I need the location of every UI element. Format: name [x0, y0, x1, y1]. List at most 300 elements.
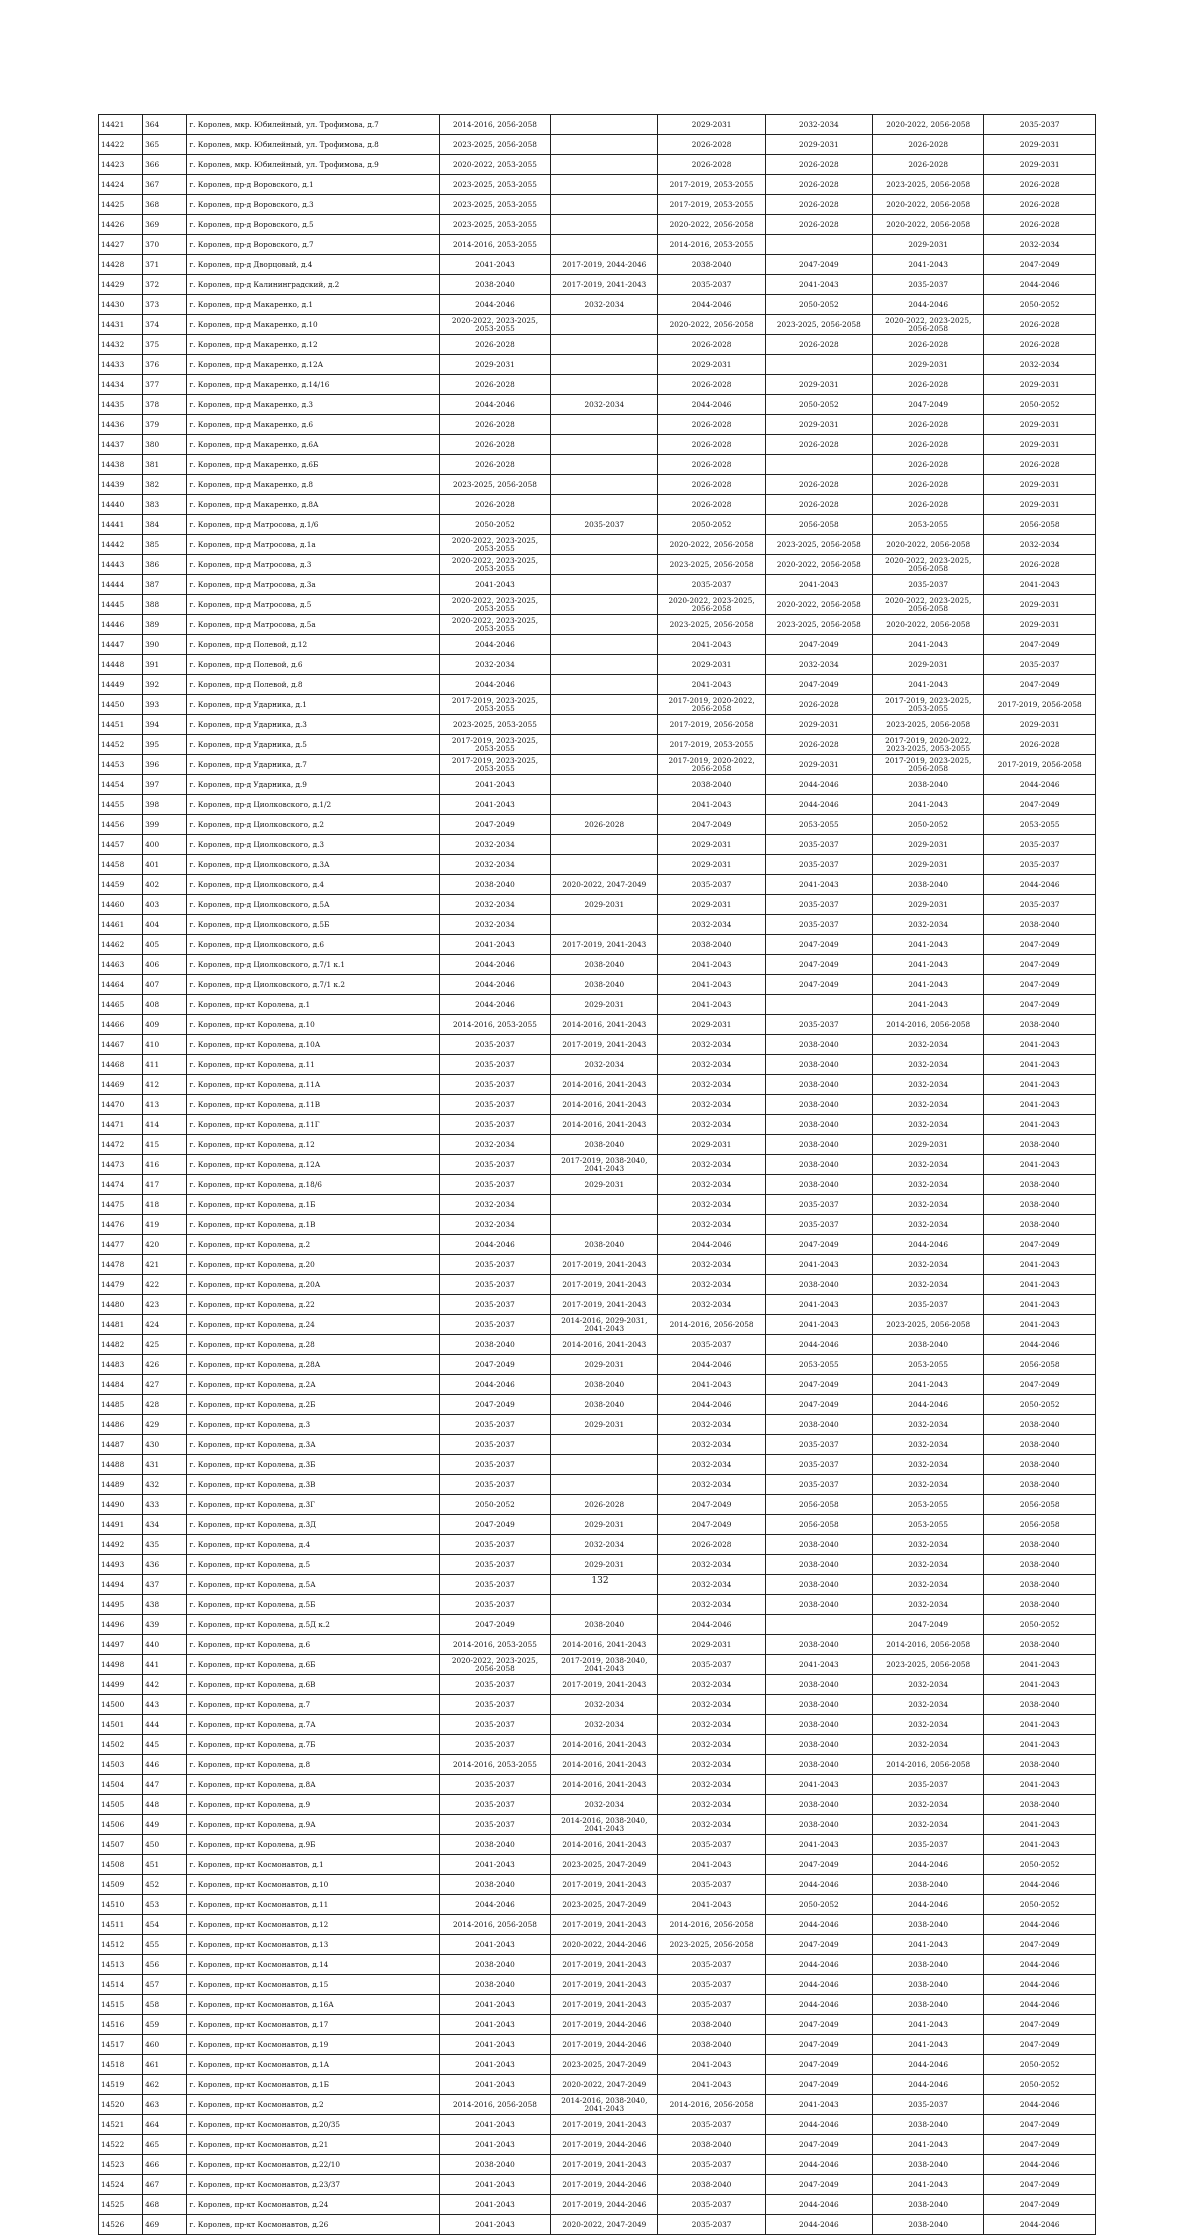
- period-f-cell: 2038-2040: [984, 1195, 1096, 1215]
- period-d-cell: 2044-2046: [765, 2215, 872, 2235]
- record-number-cell: 14442: [99, 535, 143, 555]
- period-b-cell: [551, 235, 658, 255]
- period-e-cell: 2041-2043: [872, 955, 983, 975]
- record-number-cell: 14485: [99, 1395, 143, 1415]
- period-b-cell: 2038-2040: [551, 955, 658, 975]
- address-cell: г. Королев, пр-кт Королева, д.1: [187, 995, 439, 1015]
- period-b-cell: [551, 595, 658, 615]
- table-row: [99, 615, 1096, 635]
- period-d-cell: 2047-2049: [765, 1395, 872, 1415]
- period-a-cell: 2038-2040: [439, 1975, 550, 1995]
- period-c-cell: 2017-2019, 2056-2058: [658, 715, 765, 735]
- item-number-cell: 427: [143, 1375, 187, 1395]
- address-cell: г. Королев, пр-кт Королева, д.8А: [187, 1775, 439, 1795]
- address-cell: г. Королев, пр-кт Космонавтов, д.1: [187, 1855, 439, 1875]
- period-b-cell: [551, 715, 658, 735]
- period-b-cell: [551, 835, 658, 855]
- period-a-cell: 2020-2022, 2023-2025, 2053-2055: [439, 535, 550, 555]
- period-a-cell: 2035-2037: [439, 1095, 550, 1115]
- period-e-cell: 2032-2034: [872, 1695, 983, 1715]
- period-f-cell: 2017-2019, 2056-2058: [984, 755, 1096, 775]
- period-f-cell: 2044-2046: [984, 775, 1096, 795]
- period-a-cell: 2044-2046: [439, 955, 550, 975]
- period-b-cell: 2014-2016, 2041-2043: [551, 1835, 658, 1855]
- address-cell: г. Королев, пр-д Полевой, д.8: [187, 675, 439, 695]
- period-a-cell: 2038-2040: [439, 875, 550, 895]
- record-number-cell: 14459: [99, 875, 143, 895]
- period-d-cell: 2041-2043: [765, 1835, 872, 1855]
- period-a-cell: 2035-2037: [439, 1535, 550, 1555]
- address-cell: г. Королев, пр-кт Королева, д.3Б: [187, 1455, 439, 1475]
- period-f-cell: 2026-2028: [984, 175, 1096, 195]
- period-b-cell: 2014-2016, 2041-2043: [551, 1735, 658, 1755]
- period-e-cell: 2041-2043: [872, 675, 983, 695]
- period-f-cell: 2038-2040: [984, 1435, 1096, 1455]
- period-b-cell: 2017-2019, 2044-2046: [551, 2195, 658, 2215]
- period-b-cell: 2017-2019, 2041-2043: [551, 1995, 658, 2015]
- period-d-cell: 2023-2025, 2056-2058: [765, 615, 872, 635]
- period-f-cell: 2047-2049: [984, 935, 1096, 955]
- table-row: [99, 2055, 1096, 2075]
- record-number-cell: 14513: [99, 1955, 143, 1975]
- period-a-cell: 2023-2025, 2053-2055: [439, 175, 550, 195]
- item-number-cell: 372: [143, 275, 187, 295]
- period-a-cell: 2050-2052: [439, 515, 550, 535]
- address-cell: г. Королев, пр-д Матросова, д.3: [187, 555, 439, 575]
- address-cell: г. Королев, пр-кт Королева, д.1Б: [187, 1195, 439, 1215]
- period-d-cell: 2023-2025, 2056-2058: [765, 535, 872, 555]
- table-row: [99, 1935, 1096, 1955]
- period-a-cell: 2020-2022, 2023-2025, 2053-2055: [439, 315, 550, 335]
- period-f-cell: 2047-2049: [984, 2015, 1096, 2035]
- period-c-cell: 2041-2043: [658, 2055, 765, 2075]
- period-f-cell: 2056-2058: [984, 1355, 1096, 1375]
- item-number-cell: 382: [143, 475, 187, 495]
- period-c-cell: 2023-2025, 2056-2058: [658, 555, 765, 575]
- item-number-cell: 413: [143, 1095, 187, 1115]
- record-number-cell: 14432: [99, 335, 143, 355]
- record-number-cell: 14433: [99, 355, 143, 375]
- period-c-cell: 2032-2034: [658, 1775, 765, 1795]
- period-e-cell: 2020-2022, 2056-2058: [872, 615, 983, 635]
- address-cell: г. Королев, пр-кт Космонавтов, д.14: [187, 1955, 439, 1975]
- item-number-cell: 378: [143, 395, 187, 415]
- table-row: [99, 1475, 1096, 1495]
- address-cell: г. Королев, пр-кт Королева, д.22: [187, 1295, 439, 1315]
- period-e-cell: 2014-2016, 2056-2058: [872, 1635, 983, 1655]
- period-d-cell: 2047-2049: [765, 2055, 872, 2075]
- period-e-cell: 2050-2052: [872, 815, 983, 835]
- period-b-cell: 2017-2019, 2041-2043: [551, 1955, 658, 1975]
- period-b-cell: 2026-2028: [551, 1495, 658, 1515]
- address-cell: г. Королев, пр-д Циолковского, д.2: [187, 815, 439, 835]
- item-number-cell: 448: [143, 1795, 187, 1815]
- period-f-cell: 2047-2049: [984, 2035, 1096, 2055]
- period-b-cell: [551, 455, 658, 475]
- period-b-cell: 2032-2034: [551, 1715, 658, 1735]
- period-a-cell: 2032-2034: [439, 1135, 550, 1155]
- period-f-cell: 2047-2049: [984, 2175, 1096, 2195]
- period-e-cell: 2041-2043: [872, 795, 983, 815]
- period-d-cell: 2047-2049: [765, 2015, 872, 2035]
- record-number-cell: 14525: [99, 2195, 143, 2215]
- period-d-cell: 2044-2046: [765, 795, 872, 815]
- table-row: [99, 235, 1096, 255]
- period-f-cell: 2041-2043: [984, 1095, 1096, 1115]
- address-cell: г. Королев, пр-д Макаренко, д.14/16: [187, 375, 439, 395]
- period-d-cell: 2038-2040: [765, 1275, 872, 1295]
- table-row: [99, 2135, 1096, 2155]
- period-b-cell: 2032-2034: [551, 395, 658, 415]
- period-f-cell: 2047-2049: [984, 2135, 1096, 2155]
- period-e-cell: 2044-2046: [872, 1395, 983, 1415]
- period-d-cell: 2026-2028: [765, 195, 872, 215]
- period-d-cell: 2035-2037: [765, 835, 872, 855]
- period-b-cell: 2017-2019, 2041-2043: [551, 275, 658, 295]
- record-number-cell: 14480: [99, 1295, 143, 1315]
- period-f-cell: 2029-2031: [984, 495, 1096, 515]
- record-number-cell: 14517: [99, 2035, 143, 2055]
- address-cell: г. Королев, пр-кт Королева, д.3Д: [187, 1515, 439, 1535]
- period-a-cell: 2029-2031: [439, 355, 550, 375]
- period-f-cell: 2050-2052: [984, 2055, 1096, 2075]
- period-f-cell: 2041-2043: [984, 1775, 1096, 1795]
- period-e-cell: 2029-2031: [872, 895, 983, 915]
- record-number-cell: 14482: [99, 1335, 143, 1355]
- period-d-cell: 2026-2028: [765, 155, 872, 175]
- period-c-cell: 2032-2034: [658, 1755, 765, 1775]
- address-cell: г. Королев, пр-кт Космонавтов, д.24: [187, 2195, 439, 2215]
- period-a-cell: 2035-2037: [439, 1455, 550, 1475]
- period-a-cell: 2032-2034: [439, 655, 550, 675]
- table-row: [99, 1875, 1096, 1895]
- period-b-cell: [551, 355, 658, 375]
- item-number-cell: 452: [143, 1875, 187, 1895]
- period-b-cell: 2038-2040: [551, 975, 658, 995]
- record-number-cell: 14431: [99, 315, 143, 335]
- period-e-cell: 2053-2055: [872, 1355, 983, 1375]
- address-cell: г. Королев, мкр. Юбилейный, ул. Трофимова, д.9: [187, 155, 439, 175]
- item-number-cell: 397: [143, 775, 187, 795]
- period-e-cell: 2029-2031: [872, 355, 983, 375]
- item-number-cell: 424: [143, 1315, 187, 1335]
- period-d-cell: 2044-2046: [765, 1915, 872, 1935]
- period-a-cell: 2017-2019, 2023-2025, 2053-2055: [439, 695, 550, 715]
- period-e-cell: 2038-2040: [872, 1995, 983, 2015]
- period-e-cell: 2026-2028: [872, 475, 983, 495]
- period-a-cell: 2047-2049: [439, 1515, 550, 1535]
- table-row: [99, 675, 1096, 695]
- period-d-cell: 2029-2031: [765, 755, 872, 775]
- period-d-cell: 2047-2049: [765, 2135, 872, 2155]
- item-number-cell: 446: [143, 1755, 187, 1775]
- period-d-cell: 2041-2043: [765, 1315, 872, 1335]
- period-a-cell: 2041-2043: [439, 1935, 550, 1955]
- item-number-cell: 436: [143, 1555, 187, 1575]
- period-f-cell: 2026-2028: [984, 455, 1096, 475]
- table-row: [99, 775, 1096, 795]
- period-f-cell: 2029-2031: [984, 615, 1096, 635]
- item-number-cell: 441: [143, 1655, 187, 1675]
- table-row: [99, 215, 1096, 235]
- period-d-cell: 2047-2049: [765, 1855, 872, 1875]
- period-c-cell: 2032-2034: [658, 1475, 765, 1495]
- item-number-cell: 380: [143, 435, 187, 455]
- address-cell: г. Королев, пр-кт Космонавтов, д.10: [187, 1875, 439, 1895]
- period-c-cell: 2044-2046: [658, 1355, 765, 1375]
- period-f-cell: 2041-2043: [984, 1115, 1096, 1135]
- table-row: [99, 875, 1096, 895]
- period-f-cell: 2056-2058: [984, 1495, 1096, 1515]
- period-f-cell: 2026-2028: [984, 555, 1096, 575]
- table-row: [99, 1075, 1096, 1095]
- period-b-cell: [551, 675, 658, 695]
- period-e-cell: 2041-2043: [872, 635, 983, 655]
- period-c-cell: 2017-2019, 2053-2055: [658, 735, 765, 755]
- address-cell: г. Королев, пр-кт Королева, д.7А: [187, 1715, 439, 1735]
- table-row: [99, 415, 1096, 435]
- period-d-cell: 2047-2049: [765, 975, 872, 995]
- item-number-cell: 457: [143, 1975, 187, 1995]
- table-row: [99, 1095, 1096, 1115]
- record-number-cell: 14495: [99, 1595, 143, 1615]
- period-e-cell: 2017-2019, 2023-2025, 2053-2055: [872, 695, 983, 715]
- period-c-cell: 2032-2034: [658, 1255, 765, 1275]
- item-number-cell: 463: [143, 2095, 187, 2115]
- record-number-cell: 14426: [99, 215, 143, 235]
- period-b-cell: 2029-2031: [551, 895, 658, 915]
- address-cell: г. Королев, пр-кт Космонавтов, д.19: [187, 2035, 439, 2055]
- period-c-cell: 2044-2046: [658, 395, 765, 415]
- period-c-cell: 2038-2040: [658, 935, 765, 955]
- item-number-cell: 466: [143, 2155, 187, 2175]
- table-row: [99, 135, 1096, 155]
- address-cell: г. Королев, пр-д Ударника, д.3: [187, 715, 439, 735]
- item-number-cell: 404: [143, 915, 187, 935]
- record-number-cell: 14504: [99, 1775, 143, 1795]
- table-row: [99, 1595, 1096, 1615]
- address-cell: г. Королев, пр-кт Королева, д.9: [187, 1795, 439, 1815]
- period-a-cell: 2023-2025, 2053-2055: [439, 715, 550, 735]
- table-row: [99, 1675, 1096, 1695]
- record-number-cell: 14439: [99, 475, 143, 495]
- item-number-cell: 392: [143, 675, 187, 695]
- record-number-cell: 14473: [99, 1155, 143, 1175]
- address-cell: г. Королев, пр-д Циолковского, д.5Б: [187, 915, 439, 935]
- table-row: [99, 1855, 1096, 1875]
- period-f-cell: 2038-2040: [984, 1415, 1096, 1435]
- period-a-cell: 2035-2037: [439, 1175, 550, 1195]
- item-number-cell: 410: [143, 1035, 187, 1055]
- address-cell: г. Королев, пр-д Матросова, д.5а: [187, 615, 439, 635]
- period-c-cell: 2023-2025, 2056-2058: [658, 1935, 765, 1955]
- period-a-cell: 2032-2034: [439, 1195, 550, 1215]
- period-b-cell: [551, 855, 658, 875]
- record-number-cell: 14497: [99, 1635, 143, 1655]
- period-f-cell: 2050-2052: [984, 1855, 1096, 1875]
- period-c-cell: 2026-2028: [658, 335, 765, 355]
- period-f-cell: 2047-2049: [984, 1235, 1096, 1255]
- table-row: [99, 1435, 1096, 1455]
- period-f-cell: 2044-2046: [984, 2155, 1096, 2175]
- period-c-cell: 2032-2034: [658, 1415, 765, 1435]
- period-e-cell: 2041-2043: [872, 1375, 983, 1395]
- address-cell: г. Королев, пр-д Макаренко, д.8: [187, 475, 439, 495]
- period-a-cell: 2044-2046: [439, 635, 550, 655]
- period-d-cell: 2035-2037: [765, 1195, 872, 1215]
- item-number-cell: 439: [143, 1615, 187, 1635]
- period-e-cell: 2017-2019, 2020-2022, 2023-2025, 2053-2055: [872, 735, 983, 755]
- item-number-cell: 367: [143, 175, 187, 195]
- record-number-cell: 14522: [99, 2135, 143, 2155]
- period-e-cell: 2020-2022, 2056-2058: [872, 115, 983, 135]
- table-row: [99, 1515, 1096, 1535]
- housing-register-table: [98, 114, 1096, 2235]
- period-b-cell: 2023-2025, 2047-2049: [551, 1895, 658, 1915]
- record-number-cell: 14481: [99, 1315, 143, 1335]
- period-a-cell: 2032-2034: [439, 895, 550, 915]
- period-f-cell: 2029-2031: [984, 155, 1096, 175]
- period-b-cell: [551, 1195, 658, 1215]
- period-a-cell: 2035-2037: [439, 1035, 550, 1055]
- address-cell: г. Королев, пр-д Полевой, д.6: [187, 655, 439, 675]
- period-e-cell: 2041-2043: [872, 255, 983, 275]
- period-a-cell: 2035-2037: [439, 1695, 550, 1715]
- table-row: [99, 1395, 1096, 1415]
- table-row: [99, 2215, 1096, 2235]
- period-f-cell: 2029-2031: [984, 135, 1096, 155]
- record-number-cell: 14451: [99, 715, 143, 735]
- period-f-cell: 2050-2052: [984, 395, 1096, 415]
- address-cell: г. Королев, пр-д Полевой, д.12: [187, 635, 439, 655]
- address-cell: г. Королев, пр-д Матросова, д.3а: [187, 575, 439, 595]
- period-b-cell: 2038-2040: [551, 1375, 658, 1395]
- record-number-cell: 14507: [99, 1835, 143, 1855]
- period-c-cell: 2020-2022, 2023-2025, 2056-2058: [658, 595, 765, 615]
- period-c-cell: 2026-2028: [658, 135, 765, 155]
- item-number-cell: 469: [143, 2215, 187, 2235]
- period-c-cell: 2029-2031: [658, 1135, 765, 1155]
- address-cell: г. Королев, пр-кт Космонавтов, д.26: [187, 2215, 439, 2235]
- item-number-cell: 371: [143, 255, 187, 275]
- address-cell: г. Королев, пр-д Циолковского, д.7/1 к.1: [187, 955, 439, 975]
- table-row: [99, 375, 1096, 395]
- period-f-cell: 2038-2040: [984, 1595, 1096, 1615]
- period-c-cell: 2029-2031: [658, 835, 765, 855]
- period-e-cell: 2032-2034: [872, 1735, 983, 1755]
- item-number-cell: 418: [143, 1195, 187, 1215]
- period-f-cell: 2041-2043: [984, 1275, 1096, 1295]
- table-row: [99, 2015, 1096, 2035]
- period-b-cell: 2032-2034: [551, 1695, 658, 1715]
- period-e-cell: 2041-2043: [872, 2035, 983, 2055]
- item-number-cell: 451: [143, 1855, 187, 1875]
- period-f-cell: 2038-2040: [984, 915, 1096, 935]
- record-number-cell: 14498: [99, 1655, 143, 1675]
- period-b-cell: 2014-2016, 2041-2043: [551, 1115, 658, 1135]
- period-d-cell: 2050-2052: [765, 395, 872, 415]
- item-number-cell: 467: [143, 2175, 187, 2195]
- period-c-cell: 2044-2046: [658, 1395, 765, 1415]
- address-cell: г. Королев, пр-д Матросова, д.1/6: [187, 515, 439, 535]
- address-cell: г. Королев, пр-д Макаренко, д.10: [187, 315, 439, 335]
- period-c-cell: 2047-2049: [658, 815, 765, 835]
- table-row: [99, 1175, 1096, 1195]
- address-cell: г. Королев, пр-кт Королева, д.11: [187, 1055, 439, 1075]
- period-b-cell: [551, 175, 658, 195]
- period-e-cell: 2026-2028: [872, 375, 983, 395]
- period-a-cell: 2035-2037: [439, 1295, 550, 1315]
- period-e-cell: 2032-2034: [872, 1575, 983, 1595]
- period-d-cell: 2038-2040: [765, 1135, 872, 1155]
- period-b-cell: 2014-2016, 2041-2043: [551, 1075, 658, 1095]
- period-f-cell: 2029-2031: [984, 595, 1096, 615]
- period-e-cell: 2014-2016, 2056-2058: [872, 1755, 983, 1775]
- period-d-cell: 2035-2037: [765, 1455, 872, 1475]
- period-e-cell: 2023-2025, 2056-2058: [872, 175, 983, 195]
- address-cell: г. Королев, пр-кт Космонавтов, д.22/10: [187, 2155, 439, 2175]
- item-number-cell: 376: [143, 355, 187, 375]
- period-d-cell: 2047-2049: [765, 2175, 872, 2195]
- table-row: [99, 955, 1096, 975]
- record-number-cell: 14462: [99, 935, 143, 955]
- period-b-cell: 2038-2040: [551, 1395, 658, 1415]
- record-number-cell: 14475: [99, 1195, 143, 1215]
- period-b-cell: [551, 775, 658, 795]
- period-a-cell: 2026-2028: [439, 375, 550, 395]
- item-number-cell: 396: [143, 755, 187, 775]
- period-b-cell: 2023-2025, 2047-2049: [551, 2055, 658, 2075]
- period-d-cell: 2029-2031: [765, 135, 872, 155]
- period-b-cell: 2017-2019, 2041-2043: [551, 1975, 658, 1995]
- period-c-cell: 2035-2037: [658, 875, 765, 895]
- period-f-cell: 2032-2034: [984, 355, 1096, 375]
- period-c-cell: 2026-2028: [658, 155, 765, 175]
- period-c-cell: 2014-2016, 2056-2058: [658, 1915, 765, 1935]
- period-c-cell: 2041-2043: [658, 635, 765, 655]
- item-number-cell: 447: [143, 1775, 187, 1795]
- period-c-cell: 2032-2034: [658, 1115, 765, 1135]
- item-number-cell: 385: [143, 535, 187, 555]
- register-sheet: [98, 114, 1096, 2235]
- period-a-cell: 2035-2037: [439, 1475, 550, 1495]
- address-cell: г. Королев, пр-д Калининградский, д.2: [187, 275, 439, 295]
- period-a-cell: 2035-2037: [439, 1795, 550, 1815]
- period-c-cell: 2032-2034: [658, 1455, 765, 1475]
- period-c-cell: 2035-2037: [658, 1835, 765, 1855]
- record-number-cell: 14490: [99, 1495, 143, 1515]
- item-number-cell: 407: [143, 975, 187, 995]
- record-number-cell: 14476: [99, 1215, 143, 1235]
- period-e-cell: 2044-2046: [872, 1895, 983, 1915]
- table-row: [99, 195, 1096, 215]
- record-number-cell: 14515: [99, 1995, 143, 2015]
- period-b-cell: [551, 115, 658, 135]
- item-number-cell: 368: [143, 195, 187, 215]
- period-b-cell: [551, 335, 658, 355]
- item-number-cell: 374: [143, 315, 187, 335]
- period-b-cell: 2020-2022, 2047-2049: [551, 875, 658, 895]
- table-row: [99, 1795, 1096, 1815]
- address-cell: г. Королев, пр-д Циолковского, д.7/1 к.2: [187, 975, 439, 995]
- period-a-cell: 2047-2049: [439, 1615, 550, 1635]
- record-number-cell: 14460: [99, 895, 143, 915]
- period-f-cell: 2044-2046: [984, 1875, 1096, 1895]
- table-row: [99, 1955, 1096, 1975]
- record-number-cell: 14435: [99, 395, 143, 415]
- period-a-cell: 2038-2040: [439, 275, 550, 295]
- period-c-cell: 2032-2034: [658, 1795, 765, 1815]
